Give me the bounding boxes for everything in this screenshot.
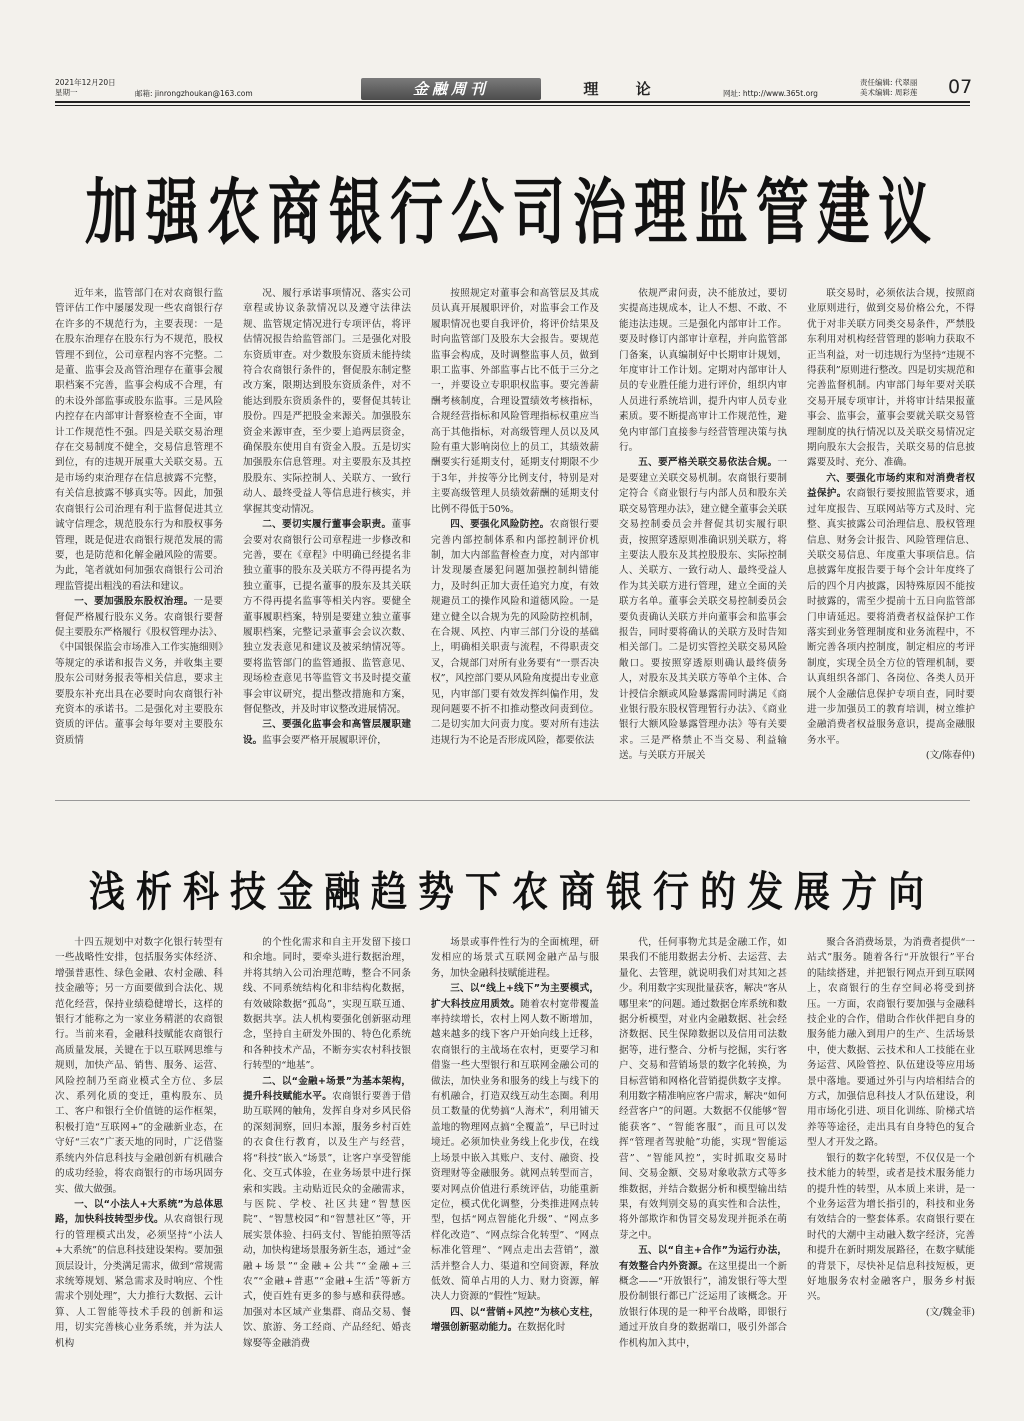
body-paragraph	[431, 517, 599, 748]
text-column	[431, 935, 599, 1359]
body-paragraph	[55, 594, 223, 748]
paragraph-text: 农商银行要按照监管要求，通过年度报告、互联网站等方式及时、完整、真实披露公司治理信息、股权管理信息、财务会计报告、风险管理信息、关联交易信息、年度重大事项信息。信息披露年度报告要于每个会计年度终了后的四个月内披露，因特殊原因不能按时披露的，需至少提前十五日向监管部门申请延迟。要将消费者权益保护工作落实到业务管理制度和业务流程中，不断完善各项内控制度，制定相应的考评制度，实现全员全方位的管理机制，要认真组织各部门、各岗位、各类人员开展个人金融信息保护专项自查，同时要进一步加强员工的教育培训，树立维护金融消费者权益服务意识，提高金融服务水平。	[807, 488, 976, 746]
paragraph-text: 随着农村宽带覆盖率持续增长，农村上网人数不断增加，越来越多的线下客户开始向线上迁移，农商银行的主战场在农村，更要学习和借鉴一些大型银行和互联网金融公司的做法，加快业务和服务的线上与线下的有机融合，打造双线互动生态圈。利用员工数量的优势搞“人海术”，利用铺天盖地的物理网点搞“全覆盖”，早已时过境迁。必须加快业务线上化步伐，在线上场景中嵌入其账户、支付、融资、投资理财等金融服务。就网点转型而言，要对网点价值进行系统评估，功能重新定位，模式优化调整，分类推进网点转型，包括“网点智能化升级”、“网点多样化改造”、“网点综合化转型”、“网点标准化管理”、“网点走出去营销”，激活并整合人力、渠道和空间资源，释放低效、简单占用的人力、财力资源，解决人力资源的“假性”短缺。	[431, 998, 600, 1303]
body-paragraph	[619, 455, 787, 763]
section-heading: 二、以“金融+场景”为基本架构，提升科技赋能水平。	[243, 1075, 411, 1103]
text-column	[431, 286, 599, 746]
body-paragraph	[807, 286, 975, 471]
text-column	[619, 286, 787, 762]
paragraph-text: 一是要建立关联交易机制。农商银行要制定符合《商业银行与内部人员和股东关联交易管理办法》，建立健全董事会关联交易控制委员会并督促其切实履行职责，按照穿透原则准确识别关联方，将主要法人股东及其控股股东、实际控制人、关联方、一致行动人、最终受益人作为其关联方进行管理，建立全面的关联方名单。董事会关联交易控制委员会要负责确认关联方并向董事会和监事会报告，同时要将确认的关联方及时告知相关部门。二是切实管控关联交易风险敞口。要按照穿透原则确认最终债务人，对股东及其关联方等单个主体、合计授信余额或风险暴露需同时满足《商业银行股东股权管理暂行办法》、《商业银行大额风险暴露管理办法》等有关要求。三是严格禁止不当交易、利益输送。与关联方开展关	[619, 457, 787, 762]
body-paragraph	[431, 935, 599, 981]
paragraph-text: 按照规定对董事会和高管层及其成员认真开展履职评价，对监事会工作及履职情况也要自我评价，将评价结果及时向监管部门及股东大会报告。要规范监事会构成，及时调整监事人员，做到职工监事、外部监事占比不低于三分之一，并要设立专职职权监事。要完善薪酬考核制度，合理设置绩效考核指标，合规经营指标和风险管理指标权重应当高于其他指标，对高级管理人员以及风险有重大影响岗位上的员工，其绩效薪酬要实行延期支付，延期支付期限不少于3年，并按等分比例支付，特别是对主要高级管理人员绩效薪酬的延期支付比例不得低于50%。	[431, 288, 599, 515]
section-title: 理 论	[583, 80, 667, 98]
text-column	[619, 935, 787, 1359]
section-heading: 五、要严格关联交易依法合规。	[638, 457, 778, 469]
body-paragraph	[243, 1074, 411, 1351]
paragraph-text: 代，任何事物尤其是金融工作，如果我们不能用数据去分析、去运营、去量化、去管理，就说明我们对其知之甚少。利用数字实现批量获客，解决“客从哪里来”的问题。通过数据仓库系统和数据分析模型，对业内金融数据、社会经济数据、民生保障数据以及信用司法数据等，进行整合、分析与挖掘，实行客户、交易和营销场景的数字化转换，为目标营销和网格化营销提供数字支撑。利用数字精准响应客户需求，解决“如何经营客户”的问题。大数据不仅能够“智能获客”、“智能客服”，而且可以发挥“管理者驾驶舱”功能，实现“智能运营”、“智能风控”，实时抓取交易时间、交易金额、交易对象收款方式等多维数据，并结合数据分析和模型输出结果，有效判别交易的真实性和合法性，将外部欺诈和伪冒交易发现并扼杀在萌芽之中。	[619, 937, 787, 1241]
body-paragraph	[807, 471, 975, 748]
paragraph-text: 监事会要严格开展履职评价，	[262, 734, 387, 746]
section-heading: 四、要强化风险防控。	[450, 519, 550, 531]
paragraph-text: 在数据化时	[517, 1322, 566, 1334]
body-paragraph	[431, 981, 599, 1305]
paragraph-text: 场景或事件性行为的全面梳理，研发相应的场景式互联网金融产品与服务，加快金融科技赋能进程。	[431, 937, 599, 979]
masthead	[55, 74, 973, 104]
text-column	[55, 935, 223, 1359]
art-editor-text: 美术编辑: 周彩莲	[860, 88, 918, 97]
author-byline: (文/陈春仲)	[925, 750, 975, 762]
paragraph-text: 农商银行要完善内部控制体系和内部控制评价机制，加大内部监督检查力度，对内部审计发现屡查屡犯问题加强控制纠错能力，及时纠正加大责任追究力度，有效规避员工的操作风险和道德风险。一是建立健全以合规为先的风险防控机制，在合规、风控、内审三部门分设的基础上，明确相关职责与流程，不得职责交叉，合规部门对所有业务要有“一票否决权”，风控部门要从风险角度提出专业意见，内审部门要有效发挥纠偏作用，发现问题要不折不扣推动整改问责到位。二是切实加大问责力度。要对所有违法违规行为不论是否形成风险，都要依法	[431, 519, 600, 746]
body-paragraph	[55, 935, 223, 1197]
paragraph-text: 一是要督促严格履行股东义务。农商银行要督促主要股东严格履行《股权管理办法》、《中国银保监会市场准入工作实施细则》等规定的承诺和报告义务，并收集主要股东公司财务报表等相关信息，要求主要股东补充出具在必要时向农商银行补充资本的承诺书。二是强化对主要股东资质的评估。董事会每年要对主要股东资质情	[55, 596, 224, 746]
body-paragraph	[243, 286, 411, 517]
paragraph-text: 在这里提出一个新概念——“开放银行”，浦发银行等大型股份制银行都已广泛运用了该概念。开放银行体现的是一种平台战略，即银行通过开放自身的数据端口，吸引外部合作机构加入其中，	[619, 1260, 788, 1349]
paragraph-text: 董事会要对农商银行公司章程进一步修改和完善，要在《章程》中明确已经提名非独立董事的股东及关联方不得再提名为独立董事，已提名董事的股东及其关联方不得再提名监事等相关内容。要健全董事履职档案，特别是要建立独立董事履职档案，完整记录董事会会议次数、独立发表意见和建议及被采纳情况等。要将监管部门的监管通报、监管意见、现场检查意见书等监管文书及时提交董事会审议研究，提出整改措施和方案，督促整改，并及时审议整改进展情况。	[243, 519, 412, 715]
date-text: 2021年12月20日	[55, 78, 116, 87]
issue-date	[55, 78, 116, 98]
article1-headline: 加强农商银行公司治理监管建议	[85, 172, 939, 255]
article2-headline: 浅析科技金融趋势下农商银行的发展方向	[88, 869, 935, 917]
article2-body	[55, 935, 975, 1359]
section-heading: 二、要切实履行董事会职责。	[262, 519, 392, 531]
section-heading: 三、要强化监事会和高管层履职建设。	[243, 719, 411, 746]
section-heading: 一、以“小法人+大系统”为总体思路，加快科技转型步伐。	[55, 1198, 223, 1226]
text-column	[807, 286, 976, 762]
text-column	[55, 286, 223, 746]
editor-text: 责任编辑: 代翠丽	[860, 78, 918, 87]
email-text: 邮箱: jinrongzhoukan@163.com	[135, 89, 253, 98]
paragraph-text: 况、履行承诺事项情况、落实公司章程或协议条款情况以及遵守法律法规、监管规定情况进行专项评估，将评估情况报告给监管部门。三是强化对股东资质审查。对少数股东资质未能持续符合农商银行条件的，督促股东制定整改方案，限期达到股东资质条件，对不能达到股东资质条件的，要督促其转让股份。四是严把股金来源关。加强股东资金来源审查，至少要上追两层资金，确保股东使用自有资金入股。五是切实加强股东信息管理。对主要股东及其控股股东、实际控制人、关联方、一致行动人、最终受益人等信息进行核实，并掌握其变动情况。	[243, 288, 411, 515]
body-paragraph	[619, 935, 787, 1243]
article-divider	[55, 800, 970, 801]
paragraph-text: 联交易时，必须依法合规，按照商业原则进行，做到交易价格公允，不得优于对非关联方同类交易条件，严禁股东利用对机构经营管理的影响力获取不正当利益，对一切违规行为坚持“违规不得获利”原则进行整改。四是切实规范和完善监督机制。内审部门每年要对关联交易开展专项审计，并将审计结果报董事会、监事会，董事会要就关联交易管理制度的执行情况以及关联交易情况定期向股东大会报告，关联交易的信息披露要及时、充分、准确。	[807, 288, 975, 469]
paragraph-text: 银行的数字化转型，不仅仅是一个技术能力的转型，或者是技术服务能力的提升性的转型，从本质上来讲，是一个业务运营为增长指引的，科技和业务有效结合的一整套体系。农商银行要在时代的大潮中主动融入数字经济，完善和提升在新时期发展路径，在数字赋能的背景下，尽快补足信息科技短板，更好地服务农村金融客户，服务乡村振兴。	[807, 1152, 975, 1303]
page-number: 07	[948, 76, 973, 98]
body-paragraph	[619, 286, 787, 455]
body-paragraph	[619, 1243, 787, 1351]
paragraph-text: 十四五规划中对数字化银行转型有一些战略性安排，包括服务实体经济、增强普惠性、绿色金融、农村金融、科技金融等；另一方面要做到合法化、规范化经营，保持业绩稳健增长，这样的银行才能称之为一家业务精湛的农商银行。当前来看，金融科技赋能农商银行高质量发展，关键在于以互联网思维与规则，加快产品、销售、服务、运营、风险控制乃至商业模式全方位、多层次、系列化质的变迁，重构股东、员工、客户和银行全价值链的运作框架，积极打造“互联网+”的金融新业态，在守好“三农”广袤天地的同时，广泛借鉴系统内外信息科技与金融创新有机融合的成功经验，将农商银行的市场巩固夯实、做大做强。	[55, 937, 223, 1195]
body-paragraph	[431, 1305, 599, 1336]
author-byline: (文/魏金菲)	[925, 1306, 975, 1318]
section-heading: 五、以“自主+合作”为运行办法，有效整合内外资源。	[619, 1245, 787, 1272]
article1-body	[55, 286, 976, 762]
text-column	[243, 286, 411, 746]
body-paragraph	[431, 286, 599, 517]
paragraph-text: 农商银行要善于借助互联网的触角，发挥自身对乡风民俗的深刻洞察，回归本源，服务乡村百姓的衣食住行教育，以及生产与经营，将“科技”嵌入“场景”，让客户享受智能化、交互式体验，在业务场景中进行探索和实践。主动贴近民众的金融需求，与医院、学校、社区共建“智慧医院”、“智慧校园”和“智慧社区”等，开展实景体验、扫码支付、智能拍照等活动，加快构建场景服务新生态，通过“金融+场景”“金融+公共”“金融+三农”“金融+普惠”“金融+生活”等新方式，使百姓有更多的参与感和获得感。加强对本区域产业集群、商品交易、餐饮、旅游、务工经商、产品经纪、婚丧嫁娶等金融消费	[243, 1091, 412, 1349]
text-column	[243, 935, 411, 1359]
paragraph-text: 聚合各消费场景，为消费者提供“一站式”服务。随着各行“开放银行”平台的陆续搭建，并把银行网点开到互联网上，农商银行的生存空间必将受到挤压。一方面，农商银行要加强与金融科技企业的合作，借助合作伙伴把自身的服务能力融入到用户的生产、生活场景中，使大数据、云技术和人工技能在业务运营、风险管控、队伍建设等应用场景中落地。要通过外引与内培相结合的方式，加强信息科技人才队伍建设，利用市场化引进、项目化训练、阶梯式培养等等途径，走出具有自身特色的复合型人才开发之路。	[807, 937, 975, 1149]
paragraph-text: 的个性化需求和自主开发留下接口和余地。同时，要牵头进行数据治理，并将其纳入公司治理范畴，整合不同条线、不同系统结构化和非结构化数据，有效破除数据“孤岛”，实现互联互通、数据共享。法人机构要强化创新驱动理念，坚持自主研发外围的、特色化系统和各种技术产品，不断夯实农村科技银行转型的“地基”。	[243, 937, 411, 1072]
body-paragraph	[807, 935, 975, 1151]
section-heading: 四、以“营销+风控”为核心支柱，增强创新驱动能力。	[431, 1306, 599, 1334]
body-paragraph	[55, 1197, 223, 1351]
editor-credits	[860, 78, 917, 98]
paper-title-logo: 金融周刊	[361, 78, 541, 100]
body-paragraph	[243, 517, 411, 717]
section-heading: 六、要强化市场约束和对消费者权益保护。	[807, 472, 975, 500]
body-paragraph	[243, 717, 411, 748]
body-paragraph	[55, 286, 223, 594]
text-column	[807, 935, 975, 1359]
masthead-rule	[55, 101, 970, 106]
weekday-text: 星期一	[55, 88, 78, 97]
website-text: 网址: http://www.365t.org	[723, 89, 818, 98]
paragraph-text: 近年来，监管部门在对农商银行监管评估工作中屡屡发现一些农商银行存在许多的不规范行为，主要表现：一是在股东治理存在股东行为不规范，股权管理不到位，公司章程内容不完整。二是董、监事会及高管治理存在董事会履职档案不完善，监事会构成不合理，有的未设外部监事或股东监事。三是风险内控存在内部审计督察检查不全面，审计工作规范性不强。四是关联交易治理存在交易制度不健全，交易信息管理不到位，有的违规开展重大关联交易。五是市场约束治理存在信息披露不完整，有关信息披露不够真实等。因此，加强农商银行公司治理有利于监督促进其立诚守信理念，规范股东行为和股权事务管理，既是促进农商银行规范发展的需要，也是防范和化解金融风险的需要。为此，笔者就如何加强农商银行公司治理监管提出粗浅的看法和建议。	[55, 288, 223, 592]
body-paragraph	[807, 1151, 975, 1305]
paragraph-text: 依规严肃问责，决不能放过，要切实提高违规成本，让人不想、不敢、不能违法违规。三是强化内部审计工作。要及时修订内部审计章程，并向监管部门备案，认真编制好中长期审计规划，年度审计工作计划。定期对内部审计人员的专业胜任能力进行评价，组织内审人员进行系统培训，提升内审人员专业素质。要不断提高审计工作规范性，避免内审部门直接参与经营管理决策与执行。	[619, 288, 787, 454]
section-heading: 一、要加强股东股权治理。	[74, 596, 194, 608]
section-heading: 三、以“线上+线下”为主要模式，扩大科技应用质效。	[431, 983, 599, 1010]
paragraph-text: 从农商银行现行的管理模式出发，必须坚持“小法人+大系统”的信息科技建设架构。要加强顶层设计，分类满足需求，做到“常规需求统筹规划、紧急需求及时响应、个性需求个别处理”，大力推行大数据、云计算、人工智能等技术手段的创新和运用，切实完善核心业务系统，并为法人机构	[55, 1214, 224, 1349]
body-paragraph	[243, 935, 411, 1074]
